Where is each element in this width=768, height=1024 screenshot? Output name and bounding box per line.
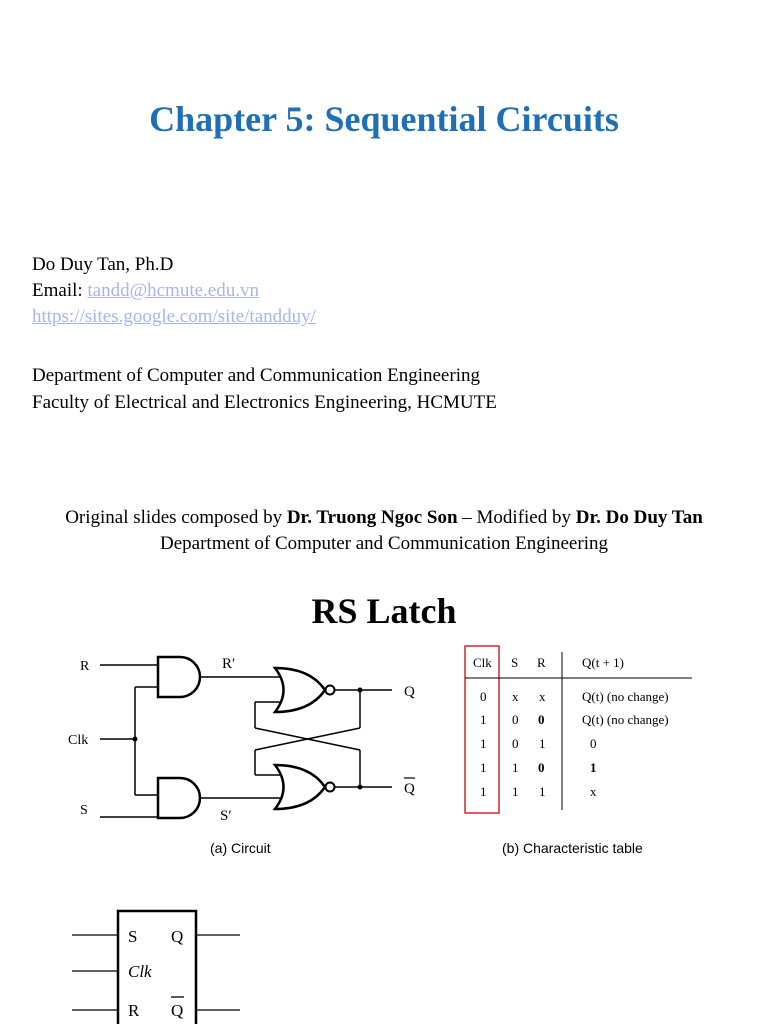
email-line (32, 278, 316, 304)
cell: Q(t) (no change) (582, 689, 669, 704)
junction-dot-clk (133, 737, 138, 742)
website-link[interactable]: https://sites.google.com/site/tandduy/ (32, 306, 316, 327)
cell: 0 (480, 689, 487, 704)
cell: 1 (512, 784, 519, 799)
cell: 0 (590, 736, 597, 751)
cell: 0 (512, 736, 519, 751)
cell: x (512, 689, 519, 704)
chapter-title: Chapter 5: Sequential Circuits (149, 99, 619, 139)
symbol-label-s: S (128, 927, 138, 946)
author-name: Do Duy Tan, Ph.D (32, 254, 174, 275)
original-author: Dr. Truong Ngoc Son (286, 507, 458, 528)
header-q-next: Q(t + 1) (582, 655, 624, 670)
author-block (32, 252, 316, 330)
faculty-text: Faculty of Electrical and Electronics Engineering, HCMUTE (32, 392, 497, 413)
modifier-name: Dr. Do Duy Tan (575, 507, 703, 528)
cell: x (539, 689, 546, 704)
credits-block (0, 505, 768, 557)
table-header-row (473, 655, 624, 670)
header-clk: Clk (473, 655, 492, 670)
rs-latch-circuit-diagram (0, 640, 440, 870)
cell: 1 (480, 736, 487, 751)
nor-top-bubble (326, 686, 335, 695)
rs-latch-symbol (60, 900, 250, 1024)
table-caption: (b) Characteristic table (502, 840, 643, 856)
symbol-label-q: Q (171, 927, 184, 946)
label-clk: Clk (68, 733, 89, 748)
label-q-bar: Q (404, 781, 415, 797)
header-r: R (537, 655, 546, 670)
cell: 0 (538, 760, 545, 775)
and-gate-top (158, 657, 200, 697)
label-s: S (80, 803, 88, 818)
header-s: S (511, 655, 519, 670)
nor-gate-top (275, 668, 325, 712)
label-r: R (80, 659, 90, 674)
cell: 1 (480, 712, 487, 727)
slide-title-rs-latch: RS Latch (311, 591, 457, 631)
nor-gate-bottom (275, 765, 325, 809)
department-text: Department of Computer and Communication Engineering (32, 365, 480, 386)
symbol-label-clk: Clk (128, 962, 152, 981)
email-label: Email: (32, 280, 88, 301)
cell: 1 (480, 760, 487, 775)
label-r-prime: R′ (222, 656, 236, 672)
and-gate-bottom (158, 778, 200, 818)
cell: 0 (538, 712, 545, 727)
cell: 1 (590, 760, 597, 775)
cell: 1 (539, 784, 546, 799)
credits-prefix: Original slides composed by (65, 507, 287, 528)
cell: 1 (539, 736, 546, 751)
junction-dot-q (358, 688, 363, 693)
circuit-caption: (a) Circuit (210, 840, 271, 856)
label-q: Q (404, 684, 415, 700)
cell: 1 (512, 760, 519, 775)
affiliation-block (32, 362, 497, 416)
symbol-label-r: R (128, 1001, 140, 1020)
characteristic-table (450, 640, 710, 820)
cell: 1 (480, 784, 487, 799)
credits-middle: – Modified by (457, 507, 576, 528)
cell: Q(t) (no change) (582, 712, 669, 727)
email-link[interactable]: tandd@hcmute.edu.vn (87, 280, 259, 301)
credits-line (0, 505, 768, 531)
symbol-label-qbar: Q (171, 1001, 184, 1020)
credits-department: Department of Computer and Communication Engineering (160, 533, 608, 554)
junction-dot-qbar (358, 785, 363, 790)
cell: 0 (512, 712, 519, 727)
label-s-prime: S′ (220, 808, 232, 824)
nor-bottom-bubble (326, 783, 335, 792)
cell: x (590, 784, 597, 799)
table-body (480, 689, 669, 799)
